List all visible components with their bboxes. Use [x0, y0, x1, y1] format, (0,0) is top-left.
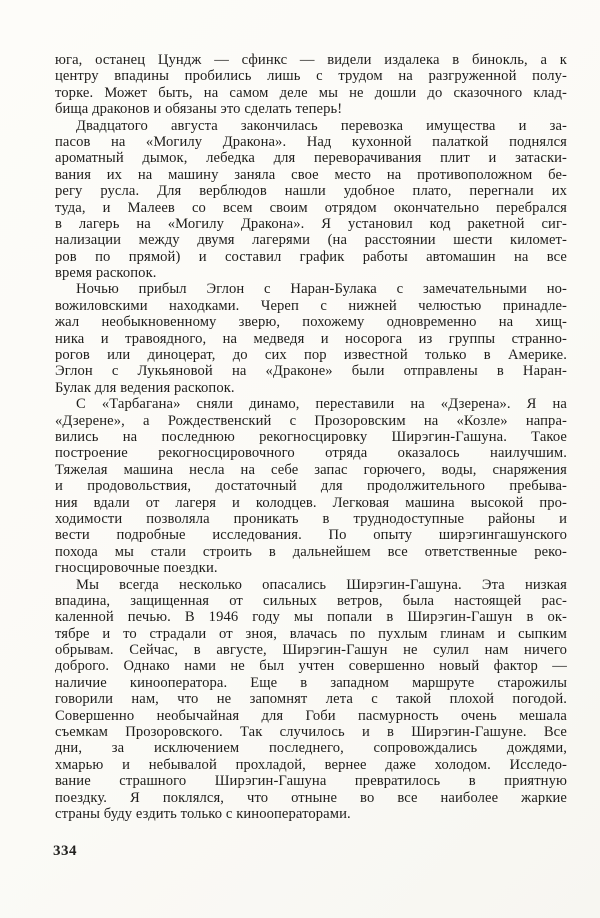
text-line: Эглон с Лукьяновой на «Драконе» были отправлены в Наран-	[55, 363, 567, 380]
text-line: говорили нам, что не запомнят лета с такой плохой погодой.	[55, 691, 567, 708]
text-line: тябре и то страдали от зноя, влачась по пухлым глинам и сыпким	[55, 625, 567, 642]
text-line: вания их на машину заняла свое место на противоположном бе-	[55, 166, 567, 183]
text-line: страны буду ездить только с кинооператорами.	[55, 805, 351, 822]
text-line: пасов на «Могилу Дракона». Над кухонной палаткой поднялся	[55, 133, 567, 150]
text-line: жал необыкновенному зверю, похожему одновременно на хищ-	[55, 314, 567, 331]
paragraph	[55, 281, 567, 396]
text-line: наличие кинооператора. Еще в западном маршруте старожилы	[55, 674, 567, 691]
text-line: вились на последнюю рекогносцировку Ширэгин-Гашуна. Такое	[55, 428, 567, 445]
text-line: доброго. Однако нами не был учтен совершенно новый фактор —	[55, 658, 567, 675]
text-line: обрывам. Сейчас, в августе, Ширэгин-Гашун не сулил нам ничего	[55, 642, 567, 659]
page-number: 334	[53, 843, 77, 859]
text-line: ароматный дымок, лебедка для переворачивания плит и затаски-	[55, 150, 567, 167]
text-line: С «Тарбагана» сняли динамо, переставили на «Дзерена». Я на	[76, 396, 567, 413]
text-line: ника и травоядного, на медведя и носорога из группы странно-	[55, 330, 567, 347]
text-line: Тяжелая машина несла на себе запас горючего, воды, снаряжения	[55, 461, 567, 478]
text-line: поездку. Я поклялся, что отныне во все наиболее жаркие	[55, 789, 567, 806]
text-line: Двадцатого августа закончилась перевозка имущества и за-	[76, 117, 567, 134]
text-line: впадина, защищенная от сильных ветров, была настоящей рас-	[55, 592, 567, 609]
text-line: вожиловскими находками. Череп с нижней челюстью принадле-	[55, 297, 567, 314]
paragraph	[55, 118, 567, 282]
text-line: съемкам Прозоровского. Так случилось и в Ширэгин-Гашуне. Все	[55, 724, 567, 741]
text-line: похода мы стали строить в дальнейшем все ответственные реко-	[55, 543, 567, 560]
text-line: хмарью и небывалой прохладой, вернее даже холодом. Исследо-	[55, 756, 567, 773]
text-line: вести подробные исследования. По опыту ширэгингашунского	[55, 527, 567, 544]
text-line: время раскопок.	[55, 265, 157, 282]
text-line: бища драконов и обязаны это сделать теперь!	[55, 101, 343, 118]
text-line: центру впадины пробились лишь с трудом на разгруженной полу-	[55, 68, 567, 85]
text-line: вание страшного Ширэгин-Гашуна превратилось в приятную	[55, 773, 567, 790]
paragraph	[55, 52, 567, 118]
text-line: дни, за исключением последнего, сопровождались дождями,	[55, 740, 567, 757]
text-line: регу русла. Для верблюдов нашли удобное плато, перегнали их	[55, 183, 567, 200]
text-line: каленной печью. В 1946 году мы попали в Ширэгин-Гашун в ок-	[55, 609, 567, 626]
text-line: гносцировочные поездки.	[55, 560, 218, 577]
text-line: ния вдали от лагеря и колодцев. Легковая машина высокой про-	[55, 494, 567, 511]
text-line: построение рекогносцировочного отряда оказалось наилучшим.	[55, 445, 567, 462]
paragraph	[55, 577, 567, 823]
text-line: ров по прямой) и составил график работы автомашин на все	[55, 248, 567, 265]
text-line: туда, и Малеев со всем своим отрядом окончательно перебрался	[55, 199, 567, 216]
text-line: Ночью прибыл Эглон с Наран-Булака с замечательными но-	[76, 281, 567, 298]
text-line: торке. Может быть, на самом деле мы не дошли до сказочного клад-	[55, 84, 567, 101]
text-line: рогов или диноцерат, до сих пор известной только в Америке.	[55, 347, 567, 364]
text-line: нализации между двумя лагерями (на расстоянии шести километ-	[55, 232, 567, 249]
paragraph	[55, 396, 567, 576]
text-line: Булак для ведения раскопок.	[55, 379, 235, 396]
text-column	[55, 52, 567, 822]
text-line: юга, останец Цундж — сфинкс — видели издалека в бинокль, а к	[55, 52, 567, 68]
text-line: Мы всегда несколько опасались Ширэгин-Гашуна. Эта низкая	[76, 576, 567, 593]
text-line: в лагерь на «Могилу Дракона». Я установил код ракетной сиг-	[55, 215, 567, 232]
text-line: и продовольствия, достаточный для продолжительного пребыва-	[55, 478, 567, 495]
text-line: «Дзерене», а Рождественский с Прозоровским на «Козле» напра-	[55, 412, 567, 429]
text-line: ходимости позволяла проникать в труднодоступные районы и	[55, 510, 567, 527]
text-line: Совершенно необычайная для Гоби пасмурность очень мешала	[55, 707, 567, 724]
